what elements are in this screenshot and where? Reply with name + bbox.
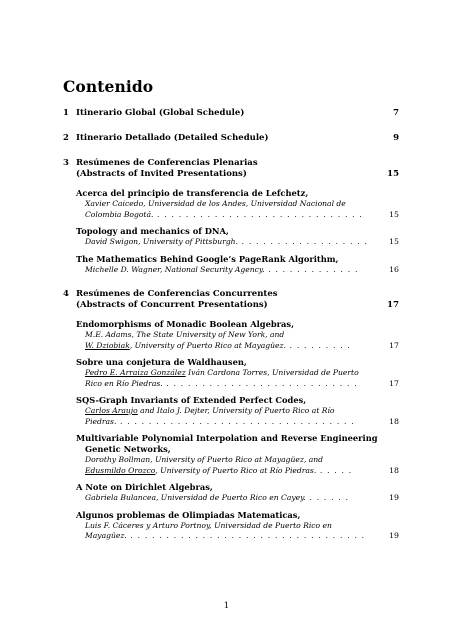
entry-title: SQS-Graph Invariants of Extended Perfect Codes, — [76, 395, 307, 405]
chapter-number: 2 — [63, 133, 69, 143]
table-of-contents — [63, 108, 399, 548]
entry-authors: M.E. Adams, The State University of New York, and W. Dziobiak, University of Puerto Rico at Mayagüez. . . . . . . . . . 17 — [85, 330, 399, 350]
toc-entry — [76, 254, 399, 276]
entry-authors-line: Michelle D. Wagner, National Security Agency. — [85, 264, 265, 274]
toc-entry — [76, 226, 399, 248]
entry-authors-line: M.E. Adams, The State University of New York, and — [85, 330, 285, 339]
chapter-page: 15 — [387, 169, 399, 179]
entry-authors: Xavier Caicedo, Universidad de los Andes, Universidad Nacional de Colombia Bogotá. . . . . . . . . . . . . . . . . . . . . . . . . . . . . . 15 — [85, 199, 399, 219]
entry-authors: Dorothy Bollman, University of Puerto Rico at Mayagüez, and Edusmildo Orozco, University of Puerto Rico at Río Piedras. . . . . . 18 — [85, 455, 399, 475]
entry-authors: Gabriela Bulancea, Universidad de Puerto Rico en Cayey. . . . . . . 19 — [85, 493, 399, 502]
entry-authors: Carlos Araujo and Italo J. Dejter, University of Puerto Rico at Río Piedras. . . . . . . . . . . . . . . . . . . . . . . . . . . . . . . . . . 18 — [85, 406, 399, 426]
chapter-subtitle: (Abstracts of Concurrent Presentations) — [76, 300, 268, 310]
entry-authors-line: Gabriela Bulancea, Universidad de Puerto Rico en Cayey. — [85, 493, 306, 502]
entry-authors-line: Dorothy Bollman, University of Puerto Rico at Mayagüez, and — [85, 455, 323, 464]
chapter-title: Itinerario Global (Global Schedule) — [76, 108, 245, 118]
entry-page: 19 — [389, 493, 399, 502]
entry-title: A Note on Dirichlet Algebras, — [76, 482, 213, 492]
entry-authors-line: and Italo J. Dejter, University of Puerto Rico at Río — [137, 406, 335, 415]
entry-title: Multivariable Polynomial Interpolation and Reverse Engineering — [76, 433, 378, 443]
toc-entry — [76, 482, 399, 504]
toc-entry — [76, 319, 399, 351]
entry-title: Algunos problemas de Olimpiadas Matematicas, — [76, 509, 301, 520]
entry-page: 19 — [389, 531, 399, 540]
chapter-title: Itinerario Detallado (Detailed Schedule) — [76, 133, 269, 143]
entry-authors: David Swigon, University of Pittsburgh. . . . . . . . . . . . . . . . . . . 15 — [85, 237, 399, 246]
chapter-number: 3 — [63, 158, 69, 168]
entry-authors-line: Xavier Caicedo, Universidad de los Andes, Universidad Nacional de — [85, 199, 346, 208]
entry-authors-line: Colombia Bogotá. — [85, 209, 154, 219]
toc-entry — [76, 357, 399, 389]
toc-chapter-3 — [63, 158, 399, 275]
entry-authors: Michelle D. Wagner, National Security Agency. . . . . . . . . . . . . . 16 — [85, 264, 399, 274]
toc-chapter-1 — [63, 108, 399, 119]
toc-entry — [76, 433, 399, 476]
entry-title: Endomorphisms of Monadic Boolean Algebras, — [76, 319, 294, 329]
entry-authors-line: , University of Puerto Rico at Mayagüez. — [129, 340, 286, 350]
chapter-entries — [76, 319, 399, 542]
presenter-name: Carlos Araujo — [85, 406, 138, 415]
presenter-name: Edusmildo Orozco — [85, 465, 156, 475]
entry-authors: Luis F. Cáceres y Arturo Portnoy, Universidad de Puerto Rico en Mayagüez. . . . . . . . . . . . . . . . . . . . . . . . . . . . . . . . . . 19 — [85, 520, 399, 540]
entry-authors-line: Luis F. Cáceres y Arturo Portnoy, Universidad de Puerto Rico en — [85, 520, 332, 530]
entry-page: 15 — [389, 209, 399, 219]
toc-entry — [76, 510, 399, 542]
toc-chapter-4 — [63, 289, 399, 542]
entry-page: 16 — [389, 264, 399, 274]
entry-title-continued: Genetic Networks, — [85, 444, 171, 454]
presenter-name: Pedro E. Arraiza González — [85, 368, 186, 377]
entry-authors-line: Mayagüez. — [85, 531, 127, 540]
chapter-page: 9 — [393, 133, 399, 143]
entry-title: Sobre una conjetura de Waldhausen, — [76, 357, 247, 367]
chapter-page: 17 — [387, 300, 399, 310]
entry-authors-line: Piedras. — [85, 416, 117, 426]
chapter-title: Resúmenes de Conferencias Plenarias — [76, 158, 258, 168]
entry-page: 18 — [389, 465, 399, 475]
chapter-number: 4 — [63, 289, 69, 299]
chapter-entries — [76, 188, 399, 275]
entry-page: 17 — [389, 340, 399, 350]
chapter-title: Resúmenes de Conferencias Concurrentes — [76, 289, 278, 299]
entry-page: 15 — [389, 237, 399, 246]
entry-title: Acerca del principio de transferencia de Lefchetz, — [76, 188, 309, 198]
entry-authors-line: Rico en Río Piedras. — [85, 378, 163, 388]
toc-chapter-2 — [63, 133, 399, 144]
entry-title: Topology and mechanics of DNA, — [76, 226, 229, 236]
chapter-number: 1 — [63, 108, 69, 118]
presenter-name: W. Dziobiak — [85, 340, 130, 350]
chapter-page: 7 — [393, 108, 399, 118]
chapter-subtitle: (Abstracts of Invited Presentations) — [76, 169, 247, 179]
entry-authors-line: David Swigon, University of Pittsburgh. — [85, 237, 238, 246]
entry-authors-line: , University of Puerto Rico at Río Piedras. — [155, 465, 317, 475]
entry-page: 17 — [389, 378, 399, 388]
entry-page: 18 — [389, 416, 399, 426]
toc-entry — [76, 188, 399, 220]
entry-title: The Mathematics Behind Google’s PageRank Algorithm, — [76, 253, 339, 264]
entry-authors-line: Iván Cardona Torres, Universidad de Puerto — [185, 368, 359, 377]
page-title: Contenido — [63, 77, 154, 96]
toc-entry — [76, 395, 399, 427]
page-number: 1 — [223, 601, 230, 611]
entry-authors: Pedro E. Arraiza González Iván Cardona Torres, Universidad de Puerto Rico en Río Piedras. . . . . . . . . . . . . . . . . . . . . . . . . . . . 17 — [85, 368, 399, 388]
